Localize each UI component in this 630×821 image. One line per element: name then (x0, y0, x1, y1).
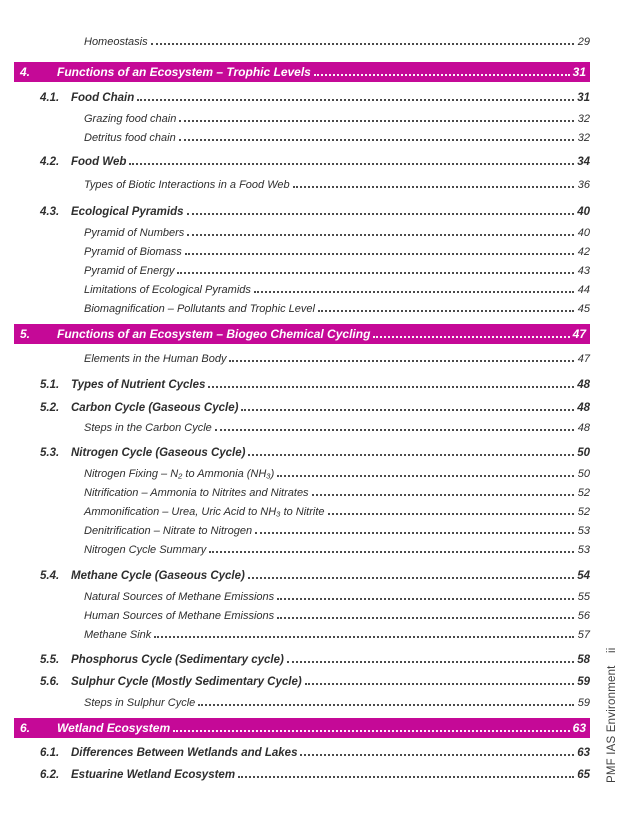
entry-page-number: 48 (577, 379, 590, 391)
toc-entry-pyramid-of-biomass[interactable] (14, 243, 590, 262)
dot-leader (137, 99, 574, 101)
entry-page-number: 56 (577, 610, 590, 622)
section-title: Sulphur Cycle (Mostly Sedimentary Cycle) (71, 676, 302, 688)
section-number: 4.3. (40, 206, 60, 218)
entry-title: Detritus food chain (84, 132, 176, 144)
toc-section-5-3[interactable] (14, 444, 590, 463)
entry-page-number: 43 (577, 265, 590, 277)
rotated-brand-text: PMF IAS Environment (606, 665, 618, 783)
section-title: Carbon Cycle (Gaseous Cycle) (71, 402, 239, 414)
toc-entry-grazing-food-chain[interactable] (14, 110, 590, 129)
entry-page-number: 32 (577, 113, 590, 125)
section-title: Ecological Pyramids (71, 206, 184, 218)
entry-title: Steps in Sulphur Cycle (84, 697, 196, 709)
dot-leader (208, 386, 574, 388)
chapter-title: Functions of an Ecosystem – Biogeo Chemical Cycling (57, 327, 371, 341)
toc-entry-human-methane-sources[interactable] (14, 607, 590, 626)
entry-page-number: 31 (577, 92, 590, 104)
entry-title: Nitrification – Ammonia to Nitrites and Nitrates (84, 487, 309, 499)
section-title: Methane Cycle (Gaseous Cycle) (71, 570, 245, 582)
dot-leader (255, 532, 574, 534)
entry-title: Steps in the Carbon Cycle (84, 422, 212, 434)
entry-page-number: 47 (577, 353, 590, 365)
dot-leader (129, 163, 574, 165)
entry-page-number: 54 (577, 570, 590, 582)
entry-page-number: 55 (577, 591, 590, 603)
toc-entry-homeostasis[interactable] (14, 33, 590, 52)
toc-entry-limitations-pyramids[interactable] (14, 281, 590, 300)
entry-page-number: 40 (577, 227, 590, 239)
toc-section-5-2[interactable] (14, 399, 590, 418)
entry-page-number: 45 (577, 303, 590, 315)
table-of-contents (14, 33, 590, 785)
entry-title: Natural Sources of Methane Emissions (84, 591, 275, 603)
toc-entry-biomagnification[interactable] (14, 300, 590, 319)
toc-section-4-1[interactable] (14, 89, 590, 108)
dot-leader (277, 598, 574, 600)
entry-title: Homeostasis (84, 36, 148, 48)
entry-page-number: 59 (577, 676, 590, 688)
dot-leader (209, 551, 574, 553)
section-number: 5.6. (40, 676, 60, 688)
entry-page-number: 53 (577, 525, 590, 537)
dot-leader (187, 213, 575, 215)
toc-entry-steps-sulphur-cycle[interactable] (14, 694, 590, 713)
entry-page-number: 29 (577, 36, 590, 48)
toc-section-5-1[interactable] (14, 376, 590, 395)
dot-leader (241, 409, 574, 411)
section-number: 6.2. (40, 769, 60, 781)
toc-entry-elements-human-body[interactable] (14, 350, 590, 369)
section-number: 5.4. (40, 570, 60, 582)
dot-leader (185, 253, 574, 255)
entry-page-number: 50 (577, 468, 590, 480)
entry-title: Ammonification – Urea, Uric Acid to NH₃ to Nitrite (84, 506, 325, 518)
dot-leader (229, 360, 574, 362)
entry-page-number: 63 (577, 747, 590, 759)
entry-page-number: 53 (577, 544, 590, 556)
dot-leader (173, 730, 569, 732)
entry-title: Pyramid of Numbers (84, 227, 185, 239)
section-number: 5.3. (40, 447, 60, 459)
dot-leader (305, 683, 574, 685)
dot-leader (300, 754, 574, 756)
section-title: Food Web (71, 156, 127, 168)
toc-entry-nitrogen-fixing[interactable] (14, 465, 590, 484)
entry-page-number: 50 (577, 447, 590, 459)
dot-leader (373, 336, 569, 338)
entry-title: Human Sources of Methane Emissions (84, 610, 275, 622)
rotated-page-number: ii (606, 647, 618, 653)
chapter-title: Functions of an Ecosystem – Trophic Levels (57, 65, 311, 79)
section-number: 4.1. (40, 92, 60, 104)
entry-title: Nitrogen Cycle Summary (84, 544, 207, 556)
entry-page-number: 31 (572, 65, 586, 79)
dot-leader (293, 186, 574, 188)
dot-leader (187, 234, 574, 236)
entry-title: Types of Biotic Interactions in a Food Web (84, 179, 290, 191)
entry-page-number: 57 (577, 629, 590, 641)
toc-entry-detritus-food-chain[interactable] (14, 129, 590, 148)
entry-page-number: 59 (577, 697, 590, 709)
section-number: 5.1. (40, 379, 60, 391)
entry-page-number: 32 (577, 132, 590, 144)
dot-leader (248, 454, 574, 456)
dot-leader (215, 429, 574, 431)
toc-entry-ammonification[interactable] (14, 503, 590, 522)
chapter-number: 5. (20, 327, 31, 341)
dot-leader (328, 513, 574, 515)
toc-entry-pyramid-of-numbers[interactable] (14, 224, 590, 243)
toc-chapter-6[interactable] (14, 718, 590, 738)
dot-leader (179, 120, 574, 122)
toc-section-5-6[interactable] (14, 673, 590, 692)
toc-entry-biotic-interactions[interactable] (14, 176, 590, 195)
section-number: 6.1. (40, 747, 60, 759)
entry-title: Pyramid of Energy (84, 265, 175, 277)
section-title: Nitrogen Cycle (Gaseous Cycle) (71, 447, 246, 459)
entry-title: Nitrogen Fixing – N₂ to Ammonia (NH₃) (84, 468, 275, 480)
entry-page-number: 58 (577, 654, 590, 666)
section-title: Food Chain (71, 92, 135, 104)
dot-leader (198, 704, 574, 706)
entry-page-number: 34 (577, 156, 590, 168)
chapter-title: Wetland Ecosystem (57, 721, 171, 735)
dot-leader (154, 636, 574, 638)
entry-page-number: 63 (572, 721, 586, 735)
chapter-number: 6. (20, 721, 31, 735)
toc-chapter-4[interactable] (14, 62, 590, 82)
entry-page-number: 40 (577, 206, 590, 218)
entry-page-number: 36 (577, 179, 590, 191)
entry-page-number: 47 (572, 327, 586, 341)
entry-title: Denitrification – Nitrate to Nitrogen (84, 525, 253, 537)
section-title: Phosphorus Cycle (Sedimentary cycle) (71, 654, 284, 666)
section-title: Estuarine Wetland Ecosystem (71, 769, 236, 781)
entry-page-number: 44 (577, 284, 590, 296)
toc-entry-natural-methane-sources[interactable] (14, 588, 590, 607)
toc-entry-denitrification[interactable] (14, 522, 590, 541)
toc-section-5-5[interactable] (14, 651, 590, 670)
entry-page-number: 52 (577, 487, 590, 499)
entry-title: Biomagnification – Pollutants and Trophic Level (84, 303, 315, 315)
dot-leader (248, 577, 574, 579)
dot-leader (312, 494, 574, 496)
dot-leader (287, 661, 574, 663)
dot-leader (179, 139, 574, 141)
entry-title: Pyramid of Biomass (84, 246, 182, 258)
dot-leader (277, 617, 574, 619)
dot-leader (277, 475, 574, 477)
toc-entry-nitrogen-cycle-summary[interactable] (14, 541, 590, 560)
entry-page-number: 42 (577, 246, 590, 258)
entry-page-number: 48 (577, 422, 590, 434)
toc-section-5-4[interactable] (14, 567, 590, 586)
entry-title: Elements in the Human Body (84, 353, 227, 365)
dot-leader (314, 74, 570, 76)
entry-title: Limitations of Ecological Pyramids (84, 284, 251, 296)
toc-section-4-2[interactable] (14, 153, 590, 172)
dot-leader (238, 776, 574, 778)
dot-leader (318, 310, 574, 312)
entry-title: Grazing food chain (84, 113, 177, 125)
chapter-number: 4. (20, 65, 31, 79)
entry-page-number: 52 (577, 506, 590, 518)
section-number: 4.2. (40, 156, 60, 168)
entry-page-number: 48 (577, 402, 590, 414)
section-number: 5.2. (40, 402, 60, 414)
entry-page-number: 65 (577, 769, 590, 781)
toc-chapter-5[interactable] (14, 324, 590, 344)
dot-leader (151, 43, 574, 45)
toc-entry-methane-sink[interactable] (14, 626, 590, 645)
toc-entry-steps-carbon-cycle[interactable] (14, 419, 590, 438)
dot-leader (254, 291, 574, 293)
entry-title: Methane Sink (84, 629, 152, 641)
toc-entry-nitrification[interactable] (14, 484, 590, 503)
section-title: Types of Nutrient Cycles (71, 379, 206, 391)
toc-section-4-3[interactable] (14, 203, 590, 222)
toc-section-6-1[interactable] (14, 744, 590, 763)
section-number: 5.5. (40, 654, 60, 666)
dot-leader (177, 272, 574, 274)
section-title: Differences Between Wetlands and Lakes (71, 747, 298, 759)
toc-section-6-2[interactable] (14, 766, 590, 785)
toc-entry-pyramid-of-energy[interactable] (14, 262, 590, 281)
